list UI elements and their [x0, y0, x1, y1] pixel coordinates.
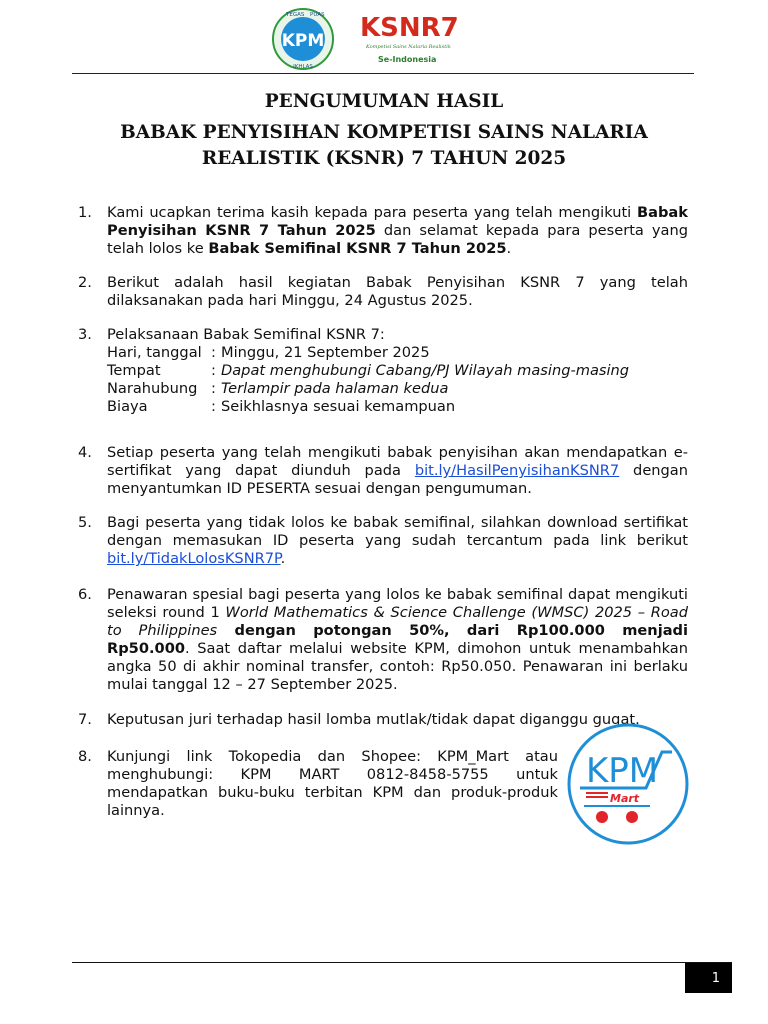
svg-text:IKHLAS: IKHLAS: [293, 64, 313, 70]
tidak-lolos-link[interactable]: bit.ly/TidakLolosKSNR7P: [107, 550, 281, 567]
list-item-7: 7. Keputusan juri terhadap hasil lomba mutlak/tidak dapat diganggu gugat.: [78, 711, 640, 728]
schedule-row-place: Tempat : Dapat menghubungi Cabang/PJ Wilayah masing-masing: [107, 362, 630, 379]
kpm-mart-subtext: Mart: [610, 792, 640, 805]
header-logos: [270, 6, 470, 72]
list-item-1: 1. Kami ucapkan terima kasih kepada para peserta yang telah mengikuti Babak Penyisihan KSNR 7 Tahun 2025 dan selamat kepada para peserta yang telah lolos ke Babak Semifinal KSNR 7 Tahun 2025.: [78, 204, 688, 257]
svg-text:TEGAS: TEGAS: [286, 12, 305, 18]
hasil-penyisihan-link[interactable]: bit.ly/HasilPenyisihanKSNR7: [414, 462, 620, 479]
kpm-mart-text: KPM: [586, 751, 659, 791]
svg-text:PUAS: PUAS: [310, 12, 325, 18]
footer-rule: [72, 962, 732, 963]
svg-text:Kompetisi Sains Nalaria Realis: Kompetisi Sains Nalaria Realistik: [366, 44, 451, 50]
item-number: 2.: [78, 274, 92, 291]
item-number: 4.: [78, 444, 92, 461]
logo-group: [270, 6, 470, 72]
item-number: 6.: [78, 586, 92, 603]
item-number: 8.: [78, 748, 92, 765]
kpm-logo-text: KPM: [281, 31, 325, 51]
kpm-mart-logo: [566, 722, 690, 846]
title-line-2: BABAK PENYISIHAN KOMPETISI SAINS NALARIA: [120, 122, 648, 143]
list-item-3: [78, 326, 688, 416]
kpm-logo: [273, 9, 333, 70]
header-rule: [72, 73, 694, 74]
ksnr-logo-text: KSNR7: [360, 13, 459, 43]
schedule-row-fee: Biaya : Seikhlasnya sesuai kemampuan: [107, 398, 456, 415]
ksnr7-logo: [360, 13, 459, 64]
list-item-4: 4. Setiap peserta yang telah mengikuti babak penyisihan akan mendapatkan e-sertifikat yang dapat diunduh pada bit.ly/HasilPenyisihanKSNR7 dengan menyantumkan ID PESERTA sesuai dengan pengumuman.: [78, 444, 689, 497]
schedule-row-date: Hari, tanggal : Minggu, 21 September 2025: [107, 344, 430, 361]
title-line-3: REALISTIK (KSNR) 7 TAHUN 2025: [201, 148, 567, 169]
list-item-5: 5. Bagi peserta yang tidak lolos ke babak semifinal, silahkan download sertifikat dengan memasukan ID peserta yang sudah tercantum pada link berikut bit.ly/TidakLolosKSNR7P.: [78, 514, 688, 567]
list-item-6: 6. Penawaran spesial bagi peserta yang lolos ke babak semifinal dapat mengikuti seleksi round 1 World Mathematics & Science Challenge (WMSC) 2025 – Road to Philippines dengan potongan 50%, dari Rp100.000 menjadi Rp50.000. Saat daftar melalui website KPM, dimohon untuk menambahkan angka 50 di akhir nominal transfer, contoh: Rp50.050. Penawaran ini berlaku mulai tanggal 12 – 27 September 2025.: [78, 586, 689, 693]
title-line-1: PENGUMUMAN HASIL: [264, 91, 504, 112]
list-item-8: 8. Kunjungi link Tokopedia dan Shopee: KPM_Mart atau menghubungi: KPM MART 0812-8458-5755 untuk mendapatkan buku-buku terbitan KPM dan produk-produk lainnya.: [78, 748, 558, 819]
schedule-row-contact: Narahubung : Terlampir pada halaman kedua: [107, 380, 449, 397]
item-number: 7.: [78, 711, 92, 728]
ksnr-subtitle: Se-Indonesia: [378, 55, 437, 64]
schedule-intro: Pelaksanaan Babak Semifinal KSNR 7:: [107, 326, 385, 343]
list-item-2: 2. Berikut adalah hasil kegiatan Babak Penyisihan KSNR 7 yang telah dilaksanakan pada hari Minggu, 24 Agustus 2025.: [78, 274, 688, 309]
item-number: 3.: [78, 326, 92, 343]
item-number: 5.: [78, 514, 92, 531]
item-number: 1.: [78, 204, 92, 221]
page-number: 1: [685, 963, 732, 993]
